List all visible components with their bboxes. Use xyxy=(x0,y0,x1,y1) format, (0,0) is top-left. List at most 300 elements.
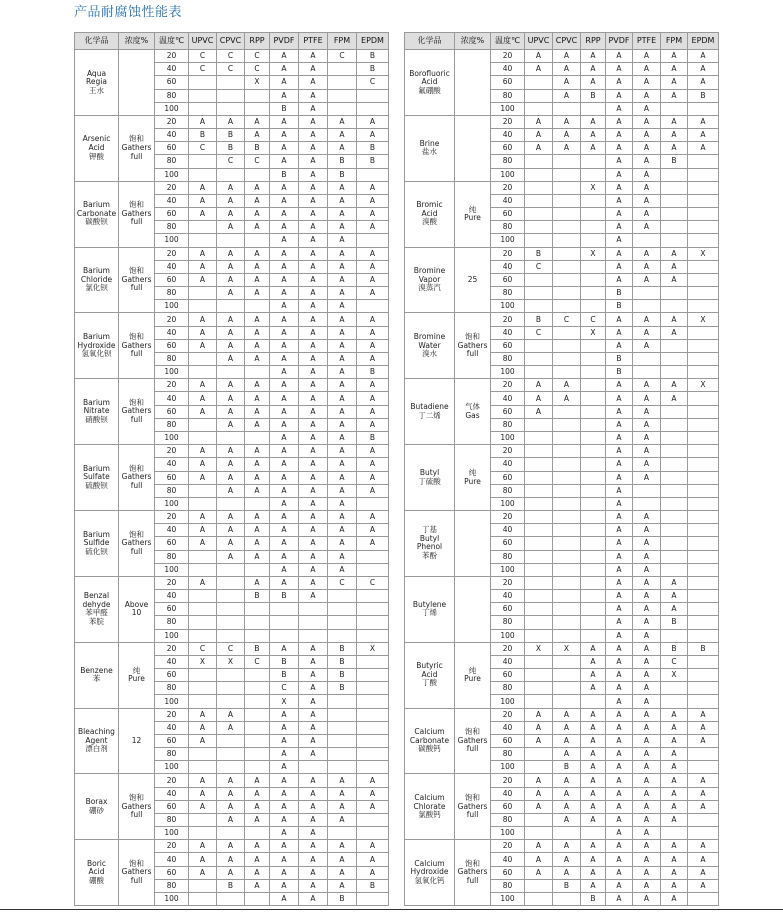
rating-cell xyxy=(553,511,581,524)
rating-cell xyxy=(357,616,389,629)
rating-cell xyxy=(525,879,553,892)
chemical-name-line: Bromic xyxy=(416,200,443,210)
temperature-cell: 40 xyxy=(155,392,189,405)
rating-cell xyxy=(217,893,245,906)
concentration-line: Gathers xyxy=(121,142,152,152)
chemical-name-line: Hydroxide xyxy=(410,867,449,877)
rating-cell: A xyxy=(581,115,606,128)
rating-cell: A xyxy=(661,273,688,286)
rating-cell: A xyxy=(299,458,328,471)
rating-cell: B xyxy=(606,300,633,313)
rating-cell: A xyxy=(357,418,389,431)
rating-cell: A xyxy=(357,352,389,365)
rating-cell: A xyxy=(189,866,217,879)
rating-cell xyxy=(688,748,719,761)
rating-cell xyxy=(581,300,606,313)
chemical-name-cell xyxy=(405,115,455,181)
rating-cell xyxy=(189,616,217,629)
temperature-cell: 100 xyxy=(491,300,525,313)
rating-cell: A xyxy=(633,392,661,405)
concentration-line: 饱和 xyxy=(129,331,144,341)
rating-cell: A xyxy=(553,748,581,761)
rating-cell xyxy=(328,102,357,115)
column-header: PVDF xyxy=(606,33,633,50)
chemical-name-line: 硫酸钡 xyxy=(85,480,108,490)
rating-cell: A xyxy=(661,734,688,747)
rating-cell: A xyxy=(688,840,719,853)
rating-cell: A xyxy=(328,484,357,497)
rating-cell: A xyxy=(553,734,581,747)
rating-cell xyxy=(525,300,553,313)
rating-cell: A xyxy=(633,63,661,76)
rating-cell: A xyxy=(299,168,328,181)
rating-cell xyxy=(245,721,270,734)
rating-cell: A xyxy=(525,142,553,155)
temperature-cell: 100 xyxy=(491,893,525,906)
rating-cell xyxy=(688,655,719,668)
rating-cell: A xyxy=(633,721,661,734)
rating-cell: A xyxy=(553,774,581,787)
table-header-row xyxy=(75,33,389,50)
rating-cell xyxy=(189,893,217,906)
rating-cell xyxy=(581,155,606,168)
rating-cell: A xyxy=(661,774,688,787)
rating-cell: A xyxy=(328,129,357,142)
rating-cell xyxy=(581,392,606,405)
rating-cell: A xyxy=(328,142,357,155)
rating-cell: C xyxy=(217,642,245,655)
concentration-line: 饱和 xyxy=(129,529,144,539)
column-header: PTFE xyxy=(633,33,661,50)
rating-cell xyxy=(217,89,245,102)
rating-cell: A xyxy=(189,392,217,405)
rating-cell: A xyxy=(633,273,661,286)
rating-cell xyxy=(688,418,719,431)
rating-cell: A xyxy=(217,866,245,879)
chemical-name-line: Barium xyxy=(83,463,110,473)
temperature-cell: 80 xyxy=(491,484,525,497)
rating-cell: A xyxy=(661,590,688,603)
rating-cell: A xyxy=(553,708,581,721)
chemical-name-cell xyxy=(405,313,455,379)
concentration-cell xyxy=(455,774,491,840)
chemical-name-line: 钾酸 xyxy=(89,151,104,161)
rating-cell: A xyxy=(606,194,633,207)
rating-cell: A xyxy=(688,142,719,155)
concentration-line: Gas xyxy=(465,410,480,420)
chemical-name-line: Carbonate xyxy=(409,735,450,745)
chemical-name-line: Barium xyxy=(83,529,110,539)
rating-cell xyxy=(633,300,661,313)
rating-cell: A xyxy=(553,129,581,142)
rating-cell: A xyxy=(581,800,606,813)
rating-cell xyxy=(553,300,581,313)
rating-cell xyxy=(688,287,719,300)
rating-cell xyxy=(245,616,270,629)
rating-cell xyxy=(357,168,389,181)
rating-cell: A xyxy=(245,273,270,286)
rating-cell xyxy=(688,813,719,826)
rating-cell: A xyxy=(606,168,633,181)
rating-cell xyxy=(189,550,217,563)
rating-cell xyxy=(661,194,688,207)
temperature-cell: 60 xyxy=(491,800,525,813)
rating-cell: A xyxy=(606,445,633,458)
rating-cell xyxy=(357,550,389,563)
table-row xyxy=(75,642,389,655)
rating-cell xyxy=(661,300,688,313)
rating-cell: A xyxy=(270,879,299,892)
rating-cell xyxy=(581,524,606,537)
chemical-name-line: Butyl xyxy=(419,533,440,543)
rating-cell xyxy=(661,352,688,365)
rating-cell xyxy=(525,550,553,563)
rating-cell: A xyxy=(328,405,357,418)
temperature-cell: 100 xyxy=(155,168,189,181)
rating-cell: A xyxy=(525,774,553,787)
rating-cell: A xyxy=(270,866,299,879)
temperature-cell: 40 xyxy=(491,129,525,142)
rating-cell xyxy=(357,89,389,102)
rating-cell xyxy=(189,682,217,695)
rating-cell: A xyxy=(581,669,606,682)
rating-cell: X xyxy=(688,379,719,392)
rating-cell xyxy=(189,761,217,774)
rating-cell xyxy=(270,603,299,616)
rating-cell: A xyxy=(606,431,633,444)
rating-cell: A xyxy=(189,511,217,524)
temperature-cell: 100 xyxy=(491,431,525,444)
temperature-cell: 80 xyxy=(155,484,189,497)
temperature-cell: 60 xyxy=(491,734,525,747)
rating-cell xyxy=(217,300,245,313)
rating-cell: A xyxy=(633,695,661,708)
rating-cell: A xyxy=(270,366,299,379)
rating-cell: A xyxy=(357,326,389,339)
chemical-name-line: Butyl xyxy=(419,467,440,477)
rating-cell: A xyxy=(357,181,389,194)
temperature-cell: 20 xyxy=(491,708,525,721)
rating-cell: A xyxy=(328,221,357,234)
rating-cell xyxy=(189,879,217,892)
rating-cell xyxy=(581,445,606,458)
rating-cell: B xyxy=(581,893,606,906)
rating-cell xyxy=(688,471,719,484)
rating-cell: A xyxy=(633,181,661,194)
rating-cell xyxy=(525,102,553,115)
chemical-name-line: 丁酸 xyxy=(422,678,437,688)
rating-cell xyxy=(189,418,217,431)
rating-cell: A xyxy=(688,879,719,892)
temperature-cell: 80 xyxy=(155,221,189,234)
rating-cell xyxy=(217,576,245,589)
concentration-line: full xyxy=(466,744,479,754)
rating-cell xyxy=(553,827,581,840)
rating-cell xyxy=(661,550,688,563)
table-row xyxy=(405,181,719,194)
rating-cell xyxy=(328,76,357,89)
rating-cell: A xyxy=(357,787,389,800)
rating-cell: A xyxy=(606,840,633,853)
chemical-name-cell xyxy=(405,379,455,445)
rating-cell: B xyxy=(553,761,581,774)
rating-cell xyxy=(525,484,553,497)
rating-cell: A xyxy=(328,208,357,221)
rating-cell xyxy=(688,102,719,115)
rating-cell: A xyxy=(606,63,633,76)
rating-cell xyxy=(688,260,719,273)
temperature-cell: 20 xyxy=(155,708,189,721)
chemical-name-line: 溴水 xyxy=(422,349,437,359)
rating-cell: A xyxy=(606,787,633,800)
chemical-name-cell xyxy=(405,708,455,774)
temperature-cell: 60 xyxy=(491,537,525,550)
rating-cell: A xyxy=(553,379,581,392)
rating-cell: A xyxy=(633,748,661,761)
rating-cell: A xyxy=(217,471,245,484)
rating-cell: A xyxy=(245,418,270,431)
rating-cell: A xyxy=(217,326,245,339)
concentration-cell xyxy=(119,445,155,511)
rating-cell xyxy=(581,339,606,352)
rating-cell xyxy=(633,484,661,497)
rating-cell: A xyxy=(217,247,245,260)
rating-cell: A xyxy=(633,550,661,563)
rating-cell: A xyxy=(299,550,328,563)
temperature-cell: 60 xyxy=(155,800,189,813)
rating-cell: A xyxy=(217,115,245,128)
rating-cell: B xyxy=(270,590,299,603)
temperature-cell: 100 xyxy=(155,761,189,774)
rating-cell xyxy=(553,563,581,576)
chemical-name-line: Benzene xyxy=(80,665,113,675)
rating-cell xyxy=(661,445,688,458)
rating-cell xyxy=(525,287,553,300)
temperature-cell: 60 xyxy=(491,339,525,352)
rating-cell: A xyxy=(270,300,299,313)
concentration-line: 饱和 xyxy=(129,266,144,276)
temperature-cell: 80 xyxy=(491,550,525,563)
rating-cell xyxy=(688,458,719,471)
rating-cell xyxy=(525,524,553,537)
rating-cell: A xyxy=(270,392,299,405)
chemical-name-cell xyxy=(405,840,455,906)
rating-cell: A xyxy=(357,866,389,879)
rating-cell: A xyxy=(299,669,328,682)
rating-cell: A xyxy=(189,537,217,550)
rating-cell: A xyxy=(270,194,299,207)
rating-cell: A xyxy=(270,326,299,339)
rating-cell xyxy=(357,813,389,826)
rating-cell: A xyxy=(581,721,606,734)
rating-cell: A xyxy=(217,221,245,234)
rating-cell: A xyxy=(217,339,245,352)
rating-cell: A xyxy=(633,431,661,444)
rating-cell: A xyxy=(270,893,299,906)
rating-cell: A xyxy=(328,181,357,194)
temperature-cell: 20 xyxy=(491,115,525,128)
rating-cell: B xyxy=(245,590,270,603)
rating-cell: A xyxy=(270,748,299,761)
rating-cell xyxy=(299,616,328,629)
rating-cell: A xyxy=(328,511,357,524)
rating-cell: A xyxy=(357,774,389,787)
rating-cell: A xyxy=(299,695,328,708)
rating-cell: A xyxy=(606,50,633,63)
rating-cell: A xyxy=(633,260,661,273)
concentration-line: 纯 xyxy=(468,665,477,675)
chemical-name-cell xyxy=(75,774,119,840)
rating-cell: A xyxy=(189,787,217,800)
rating-cell: A xyxy=(189,181,217,194)
rating-cell: B xyxy=(217,129,245,142)
rating-cell xyxy=(581,379,606,392)
chemical-name-line: Butadiene xyxy=(410,402,449,412)
temperature-cell: 20 xyxy=(491,181,525,194)
concentration-line: full xyxy=(130,349,143,359)
rating-cell xyxy=(357,603,389,616)
rating-cell: A xyxy=(245,800,270,813)
rating-cell xyxy=(525,827,553,840)
rating-cell: A xyxy=(299,313,328,326)
temperature-cell: 80 xyxy=(155,748,189,761)
rating-cell xyxy=(688,366,719,379)
rating-cell xyxy=(553,287,581,300)
chemical-name-line: Sulfide xyxy=(83,538,110,548)
temperature-cell: 40 xyxy=(491,590,525,603)
temperature-cell: 80 xyxy=(155,418,189,431)
chemical-name-line: 溴酸 xyxy=(422,217,437,227)
rating-cell: A xyxy=(245,392,270,405)
temperature-cell: 80 xyxy=(155,155,189,168)
temperature-cell: 100 xyxy=(491,102,525,115)
rating-cell xyxy=(688,616,719,629)
rating-cell: A xyxy=(245,813,270,826)
chemical-name-line: Butylene xyxy=(412,599,447,609)
rating-cell xyxy=(525,76,553,89)
chemical-name-line: 氢氧化钙 xyxy=(414,876,445,886)
rating-cell xyxy=(189,695,217,708)
rating-cell: A xyxy=(270,115,299,128)
rating-cell xyxy=(525,89,553,102)
rating-cell: A xyxy=(299,115,328,128)
rating-cell xyxy=(525,669,553,682)
rating-cell xyxy=(688,181,719,194)
rating-cell: A xyxy=(299,840,328,853)
temperature-cell: 20 xyxy=(155,642,189,655)
rating-cell: A xyxy=(633,616,661,629)
concentration-line: full xyxy=(130,546,143,556)
rating-cell: A xyxy=(217,853,245,866)
rating-cell: A xyxy=(217,287,245,300)
rating-cell: A xyxy=(606,550,633,563)
temperature-cell: 20 xyxy=(155,313,189,326)
rating-cell: C xyxy=(245,63,270,76)
rating-cell: A xyxy=(633,866,661,879)
rating-cell: A xyxy=(189,273,217,286)
rating-cell xyxy=(661,339,688,352)
table-row xyxy=(75,840,389,853)
concentration-cell xyxy=(119,576,155,642)
rating-cell: B xyxy=(661,616,688,629)
rating-cell: A xyxy=(633,194,661,207)
rating-cell xyxy=(553,102,581,115)
rating-cell: A xyxy=(581,761,606,774)
rating-cell: A xyxy=(606,76,633,89)
concentration-line: Gathers xyxy=(121,406,152,416)
concentration-line: 25 xyxy=(467,274,478,284)
rating-cell: A xyxy=(633,840,661,853)
rating-cell: C xyxy=(245,155,270,168)
temperature-cell: 20 xyxy=(491,445,525,458)
chemical-name-cell xyxy=(75,379,119,445)
rating-cell xyxy=(357,234,389,247)
temperature-cell: 100 xyxy=(491,695,525,708)
rating-cell: A xyxy=(189,326,217,339)
rating-cell xyxy=(553,208,581,221)
rating-cell: A xyxy=(270,774,299,787)
rating-cell xyxy=(688,392,719,405)
temperature-cell: 100 xyxy=(155,102,189,115)
temperature-cell: 60 xyxy=(491,669,525,682)
table-row xyxy=(405,379,719,392)
rating-cell: C xyxy=(245,655,270,668)
rating-cell: A xyxy=(270,431,299,444)
rating-cell: A xyxy=(217,537,245,550)
rating-cell: B xyxy=(688,642,719,655)
rating-cell: A xyxy=(299,655,328,668)
rating-cell: A xyxy=(245,787,270,800)
rating-cell xyxy=(581,260,606,273)
rating-cell: A xyxy=(299,748,328,761)
concentration-line: Pure xyxy=(128,674,145,684)
rating-cell: A xyxy=(245,115,270,128)
rating-cell xyxy=(525,458,553,471)
rating-cell: A xyxy=(581,682,606,695)
rating-cell: A xyxy=(270,155,299,168)
rating-cell xyxy=(189,813,217,826)
rating-cell xyxy=(581,221,606,234)
rating-cell: A xyxy=(328,524,357,537)
rating-cell: A xyxy=(299,484,328,497)
rating-cell: A xyxy=(299,273,328,286)
rating-cell xyxy=(357,682,389,695)
rating-cell: A xyxy=(661,893,688,906)
rating-cell: A xyxy=(606,695,633,708)
rating-cell xyxy=(525,418,553,431)
concentration-line: 饱和 xyxy=(465,858,480,868)
rating-cell xyxy=(525,155,553,168)
rating-cell: A xyxy=(357,405,389,418)
rating-cell: C xyxy=(525,326,553,339)
rating-cell xyxy=(217,563,245,576)
temperature-cell: 20 xyxy=(155,181,189,194)
concentration-line: 10 xyxy=(131,608,142,618)
rating-cell: A xyxy=(270,405,299,418)
temperature-cell: 40 xyxy=(491,721,525,734)
rating-cell xyxy=(581,431,606,444)
chemical-name-line: 丁基 xyxy=(422,525,437,535)
table-row xyxy=(75,247,389,260)
rating-cell: A xyxy=(245,405,270,418)
temperature-cell: 40 xyxy=(155,524,189,537)
chemical-name-cell xyxy=(405,511,455,577)
rating-cell: C xyxy=(217,63,245,76)
rating-cell: A xyxy=(357,471,389,484)
rating-cell: A xyxy=(217,511,245,524)
chemical-name-line: Barium xyxy=(83,397,110,407)
temperature-cell: 40 xyxy=(155,655,189,668)
